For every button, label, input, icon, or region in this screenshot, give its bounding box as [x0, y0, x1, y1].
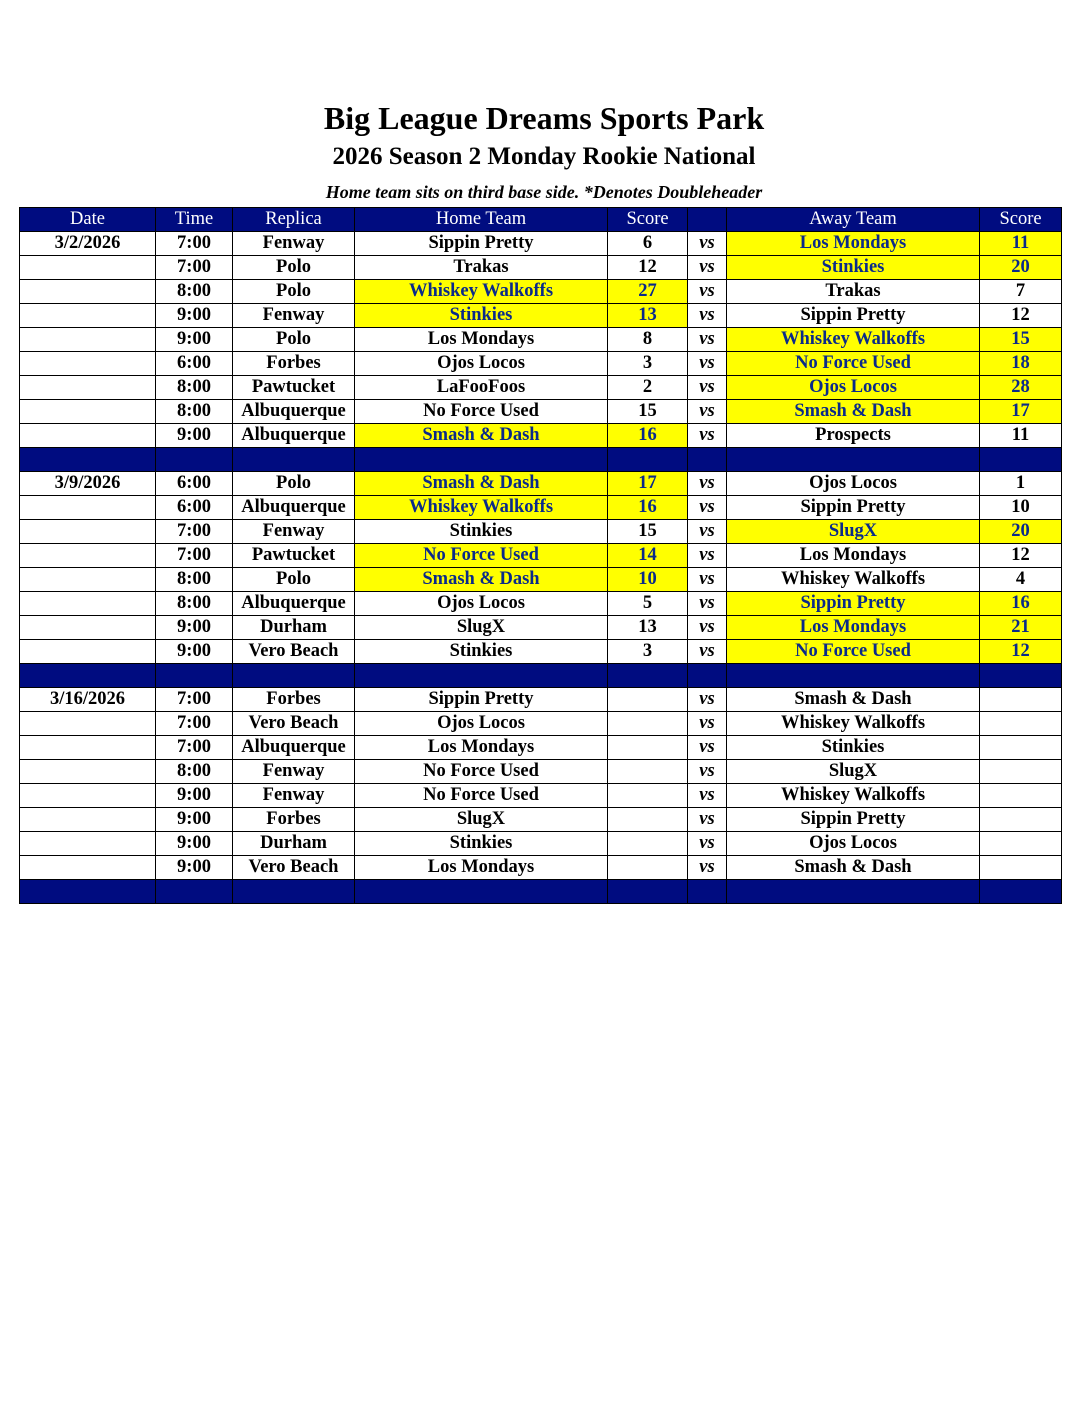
away-score-cell: 12	[980, 544, 1062, 568]
away-team-cell: Sippin Pretty	[727, 808, 980, 832]
vs-cell: vs	[688, 640, 727, 664]
date-cell	[20, 760, 156, 784]
game-row	[20, 256, 1062, 280]
home-score-cell: 8	[608, 328, 688, 352]
separator-cell	[156, 664, 233, 688]
time-cell: 7:00	[156, 688, 233, 712]
away-score-cell: 7	[980, 280, 1062, 304]
time-cell: 9:00	[156, 616, 233, 640]
replica-cell: Vero Beach	[233, 856, 355, 880]
away-score-cell: 10	[980, 496, 1062, 520]
away-team-cell: Sippin Pretty	[727, 592, 980, 616]
date-cell	[20, 832, 156, 856]
separator-cell	[980, 664, 1062, 688]
time-cell: 6:00	[156, 472, 233, 496]
away-score-cell: 4	[980, 568, 1062, 592]
away-team-cell: Smash & Dash	[727, 856, 980, 880]
home-score-cell	[608, 712, 688, 736]
away-team-cell: Stinkies	[727, 736, 980, 760]
date-cell	[20, 424, 156, 448]
time-cell: 9:00	[156, 424, 233, 448]
home-score-cell: 3	[608, 640, 688, 664]
home-team-cell: Stinkies	[355, 640, 608, 664]
away-score-cell	[980, 736, 1062, 760]
separator-cell	[688, 880, 727, 904]
time-cell: 8:00	[156, 568, 233, 592]
home-team-cell: No Force Used	[355, 760, 608, 784]
date-cell	[20, 304, 156, 328]
away-score-cell: 11	[980, 424, 1062, 448]
home-score-cell	[608, 856, 688, 880]
game-row	[20, 808, 1062, 832]
vs-cell: vs	[688, 688, 727, 712]
away-team-cell: Smash & Dash	[727, 688, 980, 712]
date-cell	[20, 616, 156, 640]
time-cell: 9:00	[156, 832, 233, 856]
replica-cell: Pawtucket	[233, 376, 355, 400]
away-score-cell	[980, 808, 1062, 832]
vs-cell: vs	[688, 232, 727, 256]
date-cell	[20, 328, 156, 352]
col-header-away-score: Score	[980, 208, 1062, 232]
date-cell	[20, 568, 156, 592]
home-score-cell	[608, 808, 688, 832]
date-cell: 3/9/2026	[20, 472, 156, 496]
replica-cell: Fenway	[233, 232, 355, 256]
date-cell	[20, 520, 156, 544]
separator-cell	[20, 664, 156, 688]
away-score-cell: 21	[980, 616, 1062, 640]
away-team-cell: Ojos Locos	[727, 472, 980, 496]
game-row	[20, 520, 1062, 544]
col-header-home-score: Score	[608, 208, 688, 232]
replica-cell: Fenway	[233, 520, 355, 544]
date-cell	[20, 640, 156, 664]
home-score-cell	[608, 784, 688, 808]
replica-cell: Vero Beach	[233, 712, 355, 736]
vs-cell: vs	[688, 424, 727, 448]
away-score-cell	[980, 760, 1062, 784]
vs-cell: vs	[688, 256, 727, 280]
replica-cell: Polo	[233, 568, 355, 592]
replica-cell: Fenway	[233, 760, 355, 784]
replica-cell: Forbes	[233, 808, 355, 832]
away-score-cell	[980, 712, 1062, 736]
home-score-cell: 2	[608, 376, 688, 400]
game-row	[20, 592, 1062, 616]
separator-cell	[727, 664, 980, 688]
date-cell	[20, 544, 156, 568]
away-team-cell: Trakas	[727, 280, 980, 304]
home-score-cell: 17	[608, 472, 688, 496]
game-row	[20, 232, 1062, 256]
time-cell: 8:00	[156, 280, 233, 304]
vs-cell: vs	[688, 304, 727, 328]
col-header-date: Date	[20, 208, 156, 232]
away-score-cell: 20	[980, 256, 1062, 280]
home-score-cell: 13	[608, 304, 688, 328]
home-team-cell: Trakas	[355, 256, 608, 280]
game-row	[20, 760, 1062, 784]
replica-cell: Forbes	[233, 688, 355, 712]
replica-cell: Durham	[233, 832, 355, 856]
date-cell	[20, 856, 156, 880]
date-cell	[20, 400, 156, 424]
separator-cell	[980, 448, 1062, 472]
home-team-cell: Ojos Locos	[355, 712, 608, 736]
time-cell: 7:00	[156, 520, 233, 544]
time-cell: 6:00	[156, 496, 233, 520]
away-team-cell: Ojos Locos	[727, 376, 980, 400]
replica-cell: Albuquerque	[233, 592, 355, 616]
date-cell	[20, 592, 156, 616]
week-separator-row	[20, 880, 1062, 904]
game-row	[20, 688, 1062, 712]
date-cell	[20, 496, 156, 520]
away-team-cell: No Force Used	[727, 640, 980, 664]
separator-cell	[355, 880, 608, 904]
vs-cell: vs	[688, 376, 727, 400]
away-score-cell: 17	[980, 400, 1062, 424]
date-cell	[20, 376, 156, 400]
separator-cell	[688, 664, 727, 688]
home-score-cell	[608, 760, 688, 784]
home-team-cell: No Force Used	[355, 400, 608, 424]
game-row	[20, 328, 1062, 352]
col-header-time: Time	[156, 208, 233, 232]
date-cell	[20, 808, 156, 832]
home-team-cell: No Force Used	[355, 544, 608, 568]
time-cell: 9:00	[156, 304, 233, 328]
date-cell: 3/2/2026	[20, 232, 156, 256]
vs-cell: vs	[688, 832, 727, 856]
vs-cell: vs	[688, 856, 727, 880]
home-score-cell	[608, 736, 688, 760]
away-score-cell: 12	[980, 640, 1062, 664]
vs-cell: vs	[688, 496, 727, 520]
vs-cell: vs	[688, 568, 727, 592]
home-team-cell: Smash & Dash	[355, 568, 608, 592]
away-score-cell: 16	[980, 592, 1062, 616]
separator-cell	[20, 880, 156, 904]
replica-cell: Pawtucket	[233, 544, 355, 568]
vs-cell: vs	[688, 808, 727, 832]
vs-cell: vs	[688, 616, 727, 640]
schedule-body	[20, 232, 1062, 904]
home-team-cell: Sippin Pretty	[355, 232, 608, 256]
home-team-cell: Ojos Locos	[355, 352, 608, 376]
away-team-cell: Ojos Locos	[727, 832, 980, 856]
separator-cell	[355, 664, 608, 688]
replica-cell: Polo	[233, 472, 355, 496]
replica-cell: Polo	[233, 280, 355, 304]
away-team-cell: Whiskey Walkoffs	[727, 784, 980, 808]
date-cell	[20, 280, 156, 304]
home-team-cell: Stinkies	[355, 304, 608, 328]
date-cell	[20, 256, 156, 280]
separator-cell	[727, 880, 980, 904]
time-cell: 7:00	[156, 712, 233, 736]
game-row	[20, 472, 1062, 496]
separator-cell	[156, 880, 233, 904]
separator-cell	[355, 448, 608, 472]
separator-cell	[688, 448, 727, 472]
date-cell: 3/16/2026	[20, 688, 156, 712]
col-header-home-team: Home Team	[355, 208, 608, 232]
vs-cell: vs	[688, 784, 727, 808]
vs-cell: vs	[688, 280, 727, 304]
replica-cell: Forbes	[233, 352, 355, 376]
separator-cell	[20, 448, 156, 472]
home-team-cell: No Force Used	[355, 784, 608, 808]
away-team-cell: Prospects	[727, 424, 980, 448]
game-row	[20, 640, 1062, 664]
replica-cell: Fenway	[233, 304, 355, 328]
date-cell	[20, 784, 156, 808]
vs-cell: vs	[688, 352, 727, 376]
game-row	[20, 712, 1062, 736]
away-score-cell	[980, 832, 1062, 856]
away-team-cell: SlugX	[727, 520, 980, 544]
vs-cell: vs	[688, 400, 727, 424]
home-score-cell: 14	[608, 544, 688, 568]
time-cell: 9:00	[156, 808, 233, 832]
replica-cell: Albuquerque	[233, 400, 355, 424]
away-team-cell: Los Mondays	[727, 544, 980, 568]
away-team-cell: Stinkies	[727, 256, 980, 280]
away-team-cell: Los Mondays	[727, 232, 980, 256]
time-cell: 9:00	[156, 784, 233, 808]
game-row	[20, 736, 1062, 760]
header-row	[20, 208, 1062, 232]
col-header-away-team: Away Team	[727, 208, 980, 232]
week-separator-row	[20, 448, 1062, 472]
home-team-cell: Los Mondays	[355, 736, 608, 760]
home-score-cell: 10	[608, 568, 688, 592]
vs-cell: vs	[688, 712, 727, 736]
away-team-cell: No Force Used	[727, 352, 980, 376]
vs-cell: vs	[688, 736, 727, 760]
time-cell: 7:00	[156, 232, 233, 256]
away-score-cell	[980, 856, 1062, 880]
away-score-cell	[980, 688, 1062, 712]
home-team-cell: SlugX	[355, 616, 608, 640]
home-team-cell: Sippin Pretty	[355, 688, 608, 712]
home-score-cell: 27	[608, 280, 688, 304]
time-cell: 9:00	[156, 856, 233, 880]
separator-cell	[608, 880, 688, 904]
time-cell: 7:00	[156, 544, 233, 568]
home-score-cell: 12	[608, 256, 688, 280]
home-score-cell: 15	[608, 400, 688, 424]
vs-cell: vs	[688, 472, 727, 496]
time-cell: 8:00	[156, 400, 233, 424]
replica-cell: Fenway	[233, 784, 355, 808]
home-team-cell: Smash & Dash	[355, 424, 608, 448]
time-cell: 6:00	[156, 352, 233, 376]
home-team-cell: SlugX	[355, 808, 608, 832]
separator-cell	[980, 880, 1062, 904]
separator-cell	[233, 880, 355, 904]
home-score-cell: 15	[608, 520, 688, 544]
game-row	[20, 544, 1062, 568]
separator-cell	[608, 664, 688, 688]
game-row	[20, 400, 1062, 424]
vs-cell: vs	[688, 544, 727, 568]
away-team-cell: Smash & Dash	[727, 400, 980, 424]
home-score-cell: 13	[608, 616, 688, 640]
home-score-cell	[608, 832, 688, 856]
home-team-cell: Los Mondays	[355, 328, 608, 352]
away-score-cell: 18	[980, 352, 1062, 376]
replica-cell: Polo	[233, 328, 355, 352]
separator-cell	[727, 448, 980, 472]
game-row	[20, 616, 1062, 640]
away-team-cell: SlugX	[727, 760, 980, 784]
away-team-cell: Whiskey Walkoffs	[727, 712, 980, 736]
separator-cell	[233, 664, 355, 688]
away-score-cell: 28	[980, 376, 1062, 400]
home-team-cell: Ojos Locos	[355, 592, 608, 616]
separator-cell	[156, 448, 233, 472]
home-score-cell: 16	[608, 424, 688, 448]
time-cell: 7:00	[156, 736, 233, 760]
replica-cell: Polo	[233, 256, 355, 280]
time-cell: 7:00	[156, 256, 233, 280]
date-cell	[20, 712, 156, 736]
home-team-cell: Smash & Dash	[355, 472, 608, 496]
col-header-vs	[688, 208, 727, 232]
time-cell: 9:00	[156, 640, 233, 664]
separator-cell	[233, 448, 355, 472]
time-cell: 9:00	[156, 328, 233, 352]
home-team-cell: Whiskey Walkoffs	[355, 280, 608, 304]
away-score-cell: 1	[980, 472, 1062, 496]
game-row	[20, 784, 1062, 808]
home-team-cell: Whiskey Walkoffs	[355, 496, 608, 520]
home-team-cell: LaFooFoos	[355, 376, 608, 400]
away-score-cell: 15	[980, 328, 1062, 352]
away-team-cell: Sippin Pretty	[727, 496, 980, 520]
time-cell: 8:00	[156, 760, 233, 784]
separator-cell	[608, 448, 688, 472]
game-row	[20, 856, 1062, 880]
away-team-cell: Los Mondays	[727, 616, 980, 640]
schedule-note: Home team sits on third base side. *Denotes Doubleheader	[325, 182, 763, 202]
away-score-cell: 12	[980, 304, 1062, 328]
game-row	[20, 568, 1062, 592]
away-score-cell	[980, 784, 1062, 808]
date-cell	[20, 352, 156, 376]
away-team-cell: Whiskey Walkoffs	[727, 328, 980, 352]
time-cell: 8:00	[156, 376, 233, 400]
game-row	[20, 832, 1062, 856]
week-separator-row	[20, 664, 1062, 688]
home-score-cell: 16	[608, 496, 688, 520]
game-row	[20, 376, 1062, 400]
date-cell	[20, 736, 156, 760]
vs-cell: vs	[688, 328, 727, 352]
replica-cell: Albuquerque	[233, 424, 355, 448]
replica-cell: Albuquerque	[233, 496, 355, 520]
home-team-cell: Stinkies	[355, 520, 608, 544]
away-team-cell: Whiskey Walkoffs	[727, 568, 980, 592]
replica-cell: Durham	[233, 616, 355, 640]
replica-cell: Albuquerque	[233, 736, 355, 760]
schedule-table	[19, 207, 1062, 904]
game-row	[20, 304, 1062, 328]
home-score-cell: 5	[608, 592, 688, 616]
vs-cell: vs	[688, 592, 727, 616]
time-cell: 8:00	[156, 592, 233, 616]
game-row	[20, 352, 1062, 376]
home-team-cell: Stinkies	[355, 832, 608, 856]
vs-cell: vs	[688, 760, 727, 784]
away-team-cell: Sippin Pretty	[727, 304, 980, 328]
col-header-replica: Replica	[233, 208, 355, 232]
home-score-cell	[608, 688, 688, 712]
away-score-cell: 20	[980, 520, 1062, 544]
away-score-cell: 11	[980, 232, 1062, 256]
page-title: Big League Dreams Sports Park	[323, 100, 765, 136]
game-row	[20, 424, 1062, 448]
home-team-cell: Los Mondays	[355, 856, 608, 880]
home-score-cell: 3	[608, 352, 688, 376]
page-subtitle: 2026 Season 2 Monday Rookie National	[332, 143, 756, 170]
vs-cell: vs	[688, 520, 727, 544]
game-row	[20, 496, 1062, 520]
home-score-cell: 6	[608, 232, 688, 256]
replica-cell: Vero Beach	[233, 640, 355, 664]
game-row	[20, 280, 1062, 304]
